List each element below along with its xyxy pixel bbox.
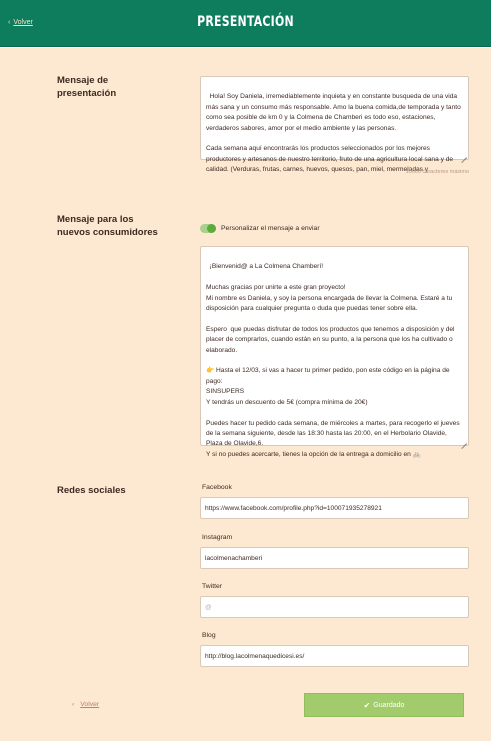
facebook-input[interactable]	[200, 497, 469, 519]
twitter-label: Twitter	[202, 583, 223, 590]
toggle-knob	[207, 224, 216, 233]
instagram-label: Instagram	[202, 534, 233, 541]
back-link-label: Volver	[13, 19, 33, 26]
presentation-text: Hola! Soy Daniela, irremediablemente inquieta y en constante busqueda de una vida más sana y un consumo más responsable. Amo la buena comida,de temporada y tanto como sea posible de km 0 y la Colmena de Chamberi es todo eso, estaciones, verdaderos sabores, amor por el medio ambiente y las personas. Cada semana aquí encontrarás los productos seleccionados por los mejores productores y artesanos de nuestro territorio, fruto de una agricultura local sana y de calidad. (Verduras, frutas, carnes, huevos, quesos, pan, miel, mermeladas y	[206, 93, 461, 174]
back-link-bottom[interactable]	[72, 701, 99, 708]
new-consumers-textarea[interactable]	[200, 246, 469, 458]
resize-handle-icon[interactable]	[461, 152, 467, 158]
save-button-label: Guardado	[373, 701, 405, 709]
page-title: PRESENTACIÓN	[197, 14, 294, 30]
save-button[interactable]	[304, 693, 464, 717]
presentation-section-label: Mensaje de presentación	[57, 75, 117, 99]
resize-handle-icon[interactable]	[461, 438, 467, 444]
personalize-toggle[interactable]	[200, 224, 216, 233]
personalize-toggle-label: Personalizar el mensaje a enviar	[221, 225, 320, 232]
facebook-label: Facebook	[202, 484, 232, 491]
chevron-left-icon: ‹	[72, 701, 75, 708]
top-header	[0, 0, 491, 47]
new-consumers-section-label: Mensaje para los nuevos consumidores	[57, 214, 158, 238]
back-link-label: Volver	[80, 701, 100, 708]
blog-input[interactable]	[200, 645, 469, 667]
instagram-input[interactable]	[200, 547, 469, 569]
social-section-label: Redes sociales	[57, 485, 126, 496]
back-link-top[interactable]	[8, 19, 33, 26]
twitter-input[interactable]	[200, 596, 469, 618]
chevron-left-icon: ‹	[8, 19, 11, 26]
blog-label: Blog	[202, 632, 216, 639]
check-icon: ✔	[363, 700, 371, 710]
new-consumers-text: ¡Bienvenid@ a La Colmena Chamberí! Muchas gracias por unirte a este gran proyecto! Mi nombre es Daniela, y soy la persona encargada de llevar la Colmena. Estaré a tu disposición para cualquier pregunta o duda que puedas tener sobre ella. Espero que puedas disfrutar de todos los productos que tenemos a disposición y del placer de comprarlos, cuando están en su punto, a la persona que los ha cultivado o elaborado. 👉 Hasta el 12/03, si vas a hacer tu primer pedido, pon este código en la página de pago: SINSUPERS Y tendrás un descuento de 5€ (compra mínima de 20€) Puedes hacer tu pedido cada semana, de miércoles a martes, para recogerlo el jueves de la semana siguiente, desde las 18:30 hasta las 20:00, en el Herbolario Olavide, Plaza de Olavide,6. Y si no puedes acercarte, tienes la opción de la entrega a domicilio en 🚲	[206, 263, 460, 458]
character-counter: 10000 caracteres máximo	[405, 169, 469, 175]
